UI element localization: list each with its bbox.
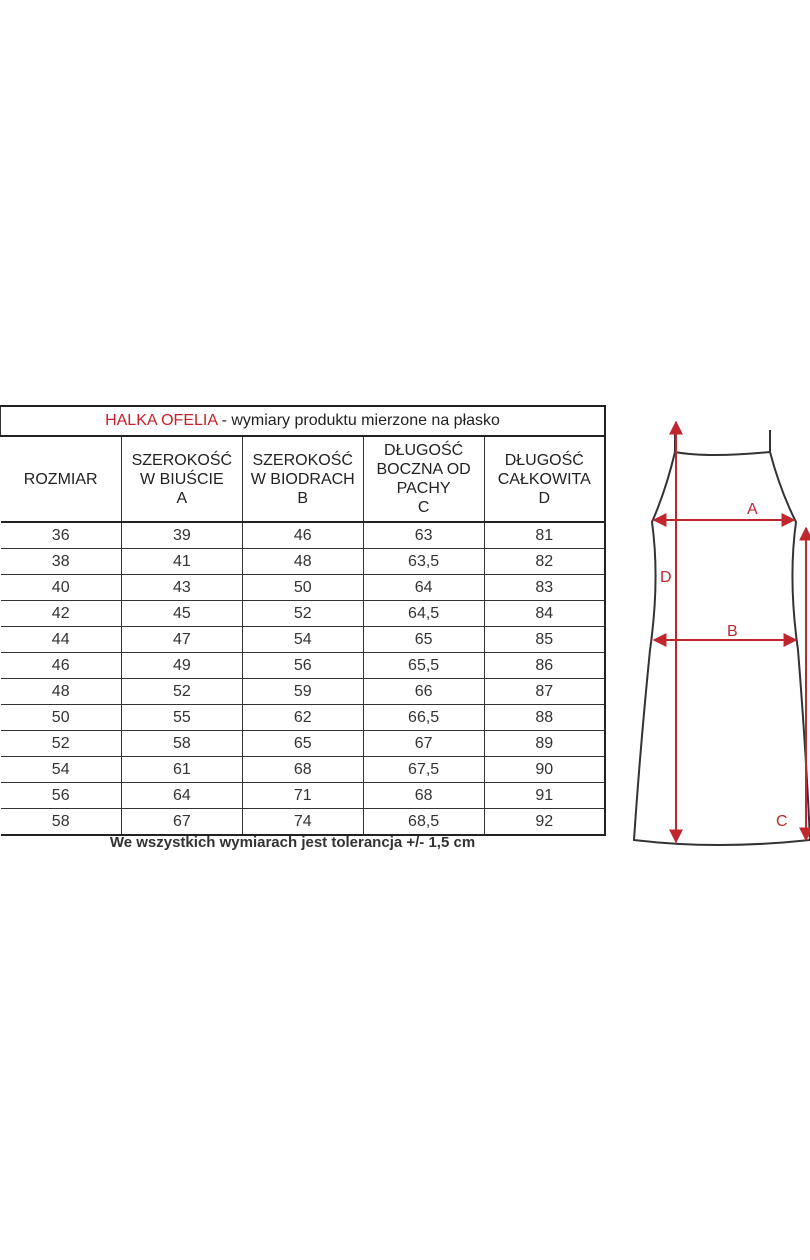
table-cell: 87 <box>484 679 605 705</box>
table-cell: 85 <box>484 627 605 653</box>
header-size: ROZMIAR <box>1 436 122 522</box>
table-cell: 71 <box>242 783 363 809</box>
table-cell: 55 <box>121 705 242 731</box>
table-cell: 49 <box>121 653 242 679</box>
table-cell: 74 <box>242 809 363 836</box>
table-body <box>1 522 606 835</box>
table-cell: 54 <box>242 627 363 653</box>
table-row <box>1 653 606 679</box>
dimension-d-label: D <box>660 569 672 586</box>
header-total-length: DŁUGOŚĆ CAŁKOWITA D <box>484 436 605 522</box>
table-cell: 65 <box>242 731 363 757</box>
table-cell: 42 <box>1 601 122 627</box>
table-cell: 48 <box>1 679 122 705</box>
table-row <box>1 783 606 809</box>
table-cell: 54 <box>1 757 122 783</box>
table-cell: 66,5 <box>363 705 484 731</box>
table-row <box>1 705 606 731</box>
table-cell: 50 <box>1 705 122 731</box>
table-cell: 47 <box>121 627 242 653</box>
table-caption <box>1 406 606 436</box>
table-row <box>1 522 606 549</box>
dimension-c-label: C <box>776 813 788 830</box>
table-cell: 52 <box>1 731 122 757</box>
size-table <box>0 405 606 836</box>
table-cell: 67 <box>121 809 242 836</box>
table-cell: 81 <box>484 522 605 549</box>
table-cell: 89 <box>484 731 605 757</box>
product-name: HALKA OFELIA <box>105 412 218 429</box>
table-cell: 56 <box>1 783 122 809</box>
table-cell: 46 <box>242 522 363 549</box>
caption-text: - wymiary produktu mierzone na płasko <box>217 412 500 429</box>
table-cell: 58 <box>1 809 122 836</box>
table-cell: 58 <box>121 731 242 757</box>
table-row <box>1 601 606 627</box>
table-cell: 48 <box>242 549 363 575</box>
table-cell: 88 <box>484 705 605 731</box>
table-cell: 52 <box>242 601 363 627</box>
table-cell: 82 <box>484 549 605 575</box>
dimension-a-label: A <box>747 501 758 518</box>
table-cell: 52 <box>121 679 242 705</box>
table-cell: 86 <box>484 653 605 679</box>
table-cell: 91 <box>484 783 605 809</box>
table-cell: 64,5 <box>363 601 484 627</box>
table-cell: 44 <box>1 627 122 653</box>
table-cell: 92 <box>484 809 605 836</box>
table-cell: 67,5 <box>363 757 484 783</box>
table-cell: 83 <box>484 575 605 601</box>
size-chart <box>0 405 606 836</box>
table-cell: 39 <box>121 522 242 549</box>
tolerance-note: We wszystkich wymiarach jest tolerancja +/- 1,5 cm <box>109 834 476 851</box>
dress-outline <box>634 430 810 845</box>
table-cell: 50 <box>242 575 363 601</box>
table-cell: 90 <box>484 757 605 783</box>
table-row <box>1 549 606 575</box>
table-row <box>1 575 606 601</box>
table-cell: 68 <box>363 783 484 809</box>
table-cell: 61 <box>121 757 242 783</box>
table-cell: 68,5 <box>363 809 484 836</box>
dress-diagram <box>620 410 810 850</box>
table-row <box>1 809 606 836</box>
header-bust-width: SZEROKOŚĆ W BIUŚCIE A <box>121 436 242 522</box>
table-cell: 67 <box>363 731 484 757</box>
table-cell: 63 <box>363 522 484 549</box>
table-cell: 38 <box>1 549 122 575</box>
table-cell: 66 <box>363 679 484 705</box>
table-cell: 56 <box>242 653 363 679</box>
table-cell: 68 <box>242 757 363 783</box>
header-hip-width: SZEROKOŚĆ W BIODRACH B <box>242 436 363 522</box>
table-cell: 43 <box>121 575 242 601</box>
table-cell: 63,5 <box>363 549 484 575</box>
table-row <box>1 679 606 705</box>
table-cell: 84 <box>484 601 605 627</box>
table-cell: 40 <box>1 575 122 601</box>
table-cell: 64 <box>121 783 242 809</box>
dimension-b-label: B <box>727 623 738 640</box>
table-cell: 45 <box>121 601 242 627</box>
header-side-length: DŁUGOŚĆ BOCZNA OD PACHY C <box>363 436 484 522</box>
table-cell: 59 <box>242 679 363 705</box>
table-row <box>1 757 606 783</box>
table-row <box>1 731 606 757</box>
table-cell: 64 <box>363 575 484 601</box>
table-cell: 65,5 <box>363 653 484 679</box>
table-row <box>1 627 606 653</box>
table-cell: 36 <box>1 522 122 549</box>
table-cell: 62 <box>242 705 363 731</box>
table-cell: 41 <box>121 549 242 575</box>
table-cell: 65 <box>363 627 484 653</box>
table-cell: 46 <box>1 653 122 679</box>
